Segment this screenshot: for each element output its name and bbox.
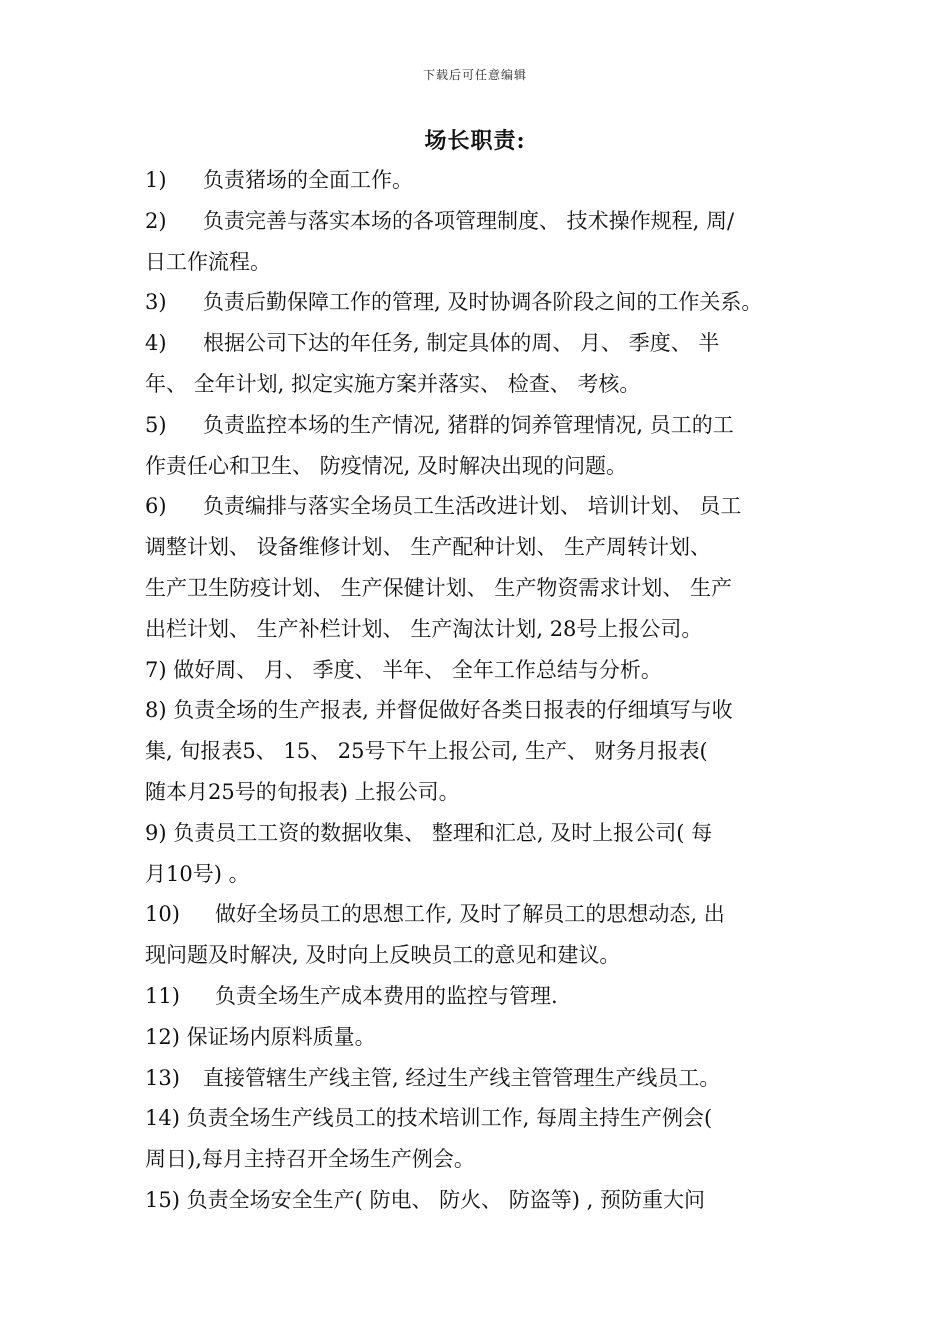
text-line xyxy=(145,1098,810,1139)
line-text: 负责全场生产成本费用的监控与管理. xyxy=(215,983,558,1008)
line-text: 集, 旬报表5、 15、 25号下午上报公司, 生产、 财务月报表( xyxy=(145,739,708,764)
text-line xyxy=(145,935,810,976)
item-number: 6) xyxy=(145,494,167,519)
text-line xyxy=(145,446,810,487)
header-note: 下载后可任意编辑 xyxy=(422,68,527,82)
text-line xyxy=(145,976,810,1017)
text-line xyxy=(145,813,810,854)
line-text: 7) 做好周、 月、 季度、 半年、 全年工作总结与分析。 xyxy=(145,657,662,682)
line-text: 年、 全年计划, 拟定实施方案并落实、 检查、 考核。 xyxy=(145,371,641,396)
text-line xyxy=(145,160,810,201)
text-line xyxy=(145,854,810,895)
line-text: 负责完善与落实本场的各项管理制度、 技术操作规程, 周/ xyxy=(203,208,735,233)
text-line xyxy=(145,242,810,283)
line-text: 月10号) 。 xyxy=(145,861,250,886)
line-text: 根据公司下达的年任务, 制定具体的周、 月、 季度、 半 xyxy=(203,331,720,356)
text-line xyxy=(145,894,810,935)
line-text: 15) 负责全场安全生产( 防电、 防火、 防盗等) , 预防重大问 xyxy=(145,1187,706,1212)
line-text: 直接管辖生产线主管, 经过生产线主管管理生产线员工。 xyxy=(203,1065,721,1090)
line-text: 生产卫生防疫计划、 生产保健计划、 生产物资需求计划、 生产 xyxy=(145,575,733,600)
text-line xyxy=(145,731,810,772)
line-text: 负责监控本场的生产情况, 猪群的饲养管理情况, 员工的工 xyxy=(203,412,734,437)
text-line xyxy=(145,650,810,691)
text-line xyxy=(145,772,810,813)
item-number: 10) xyxy=(145,902,180,927)
text-line xyxy=(145,282,810,323)
text-line xyxy=(145,1180,810,1221)
text-line xyxy=(145,364,810,405)
line-text: 负责后勤保障工作的管理, 及时协调各阶段之间的工作关系。 xyxy=(203,290,763,315)
line-text: 出栏计划、 生产补栏计划、 生产淘汰计划, 28号上报公司。 xyxy=(145,616,703,641)
line-text: 负责猪场的全面工作。 xyxy=(203,168,413,192)
item-number: 2) xyxy=(145,208,167,233)
item-number: 5) xyxy=(145,412,167,437)
text-line xyxy=(145,527,810,568)
line-text: 9) 负责员工工资的数据收集、 整理和汇总, 及时上报公司( 每 xyxy=(145,820,713,845)
text-line xyxy=(145,1017,810,1058)
line-text: 12) 保证场内原料质量。 xyxy=(145,1024,376,1049)
text-line xyxy=(145,1139,810,1180)
document-title: 场长职责: xyxy=(424,128,526,154)
item-number: 1) xyxy=(145,168,167,192)
text-line xyxy=(145,1058,810,1099)
line-text: 14) 负责全场生产线员工的技术培训工作, 每周主持生产例会( xyxy=(145,1106,713,1131)
line-text: 做好全场员工的思想工作, 及时了解员工的思想动态, 出 xyxy=(215,902,725,927)
line-text: 调整计划、 设备维修计划、 生产配种计划、 生产周转计划、 xyxy=(145,535,712,560)
text-line xyxy=(145,609,810,650)
document-body xyxy=(145,160,810,1221)
line-text: 作责任心和卫生、 防疫情况, 及时解决出现的问题。 xyxy=(145,453,628,478)
text-line xyxy=(145,201,810,242)
item-number: 11) xyxy=(145,983,180,1008)
item-number: 13) xyxy=(145,1065,180,1090)
line-text: 现问题及时解决, 及时向上反映员工的意见和建议。 xyxy=(145,943,621,968)
text-line xyxy=(145,568,810,609)
text-line xyxy=(145,690,810,731)
item-number: 3) xyxy=(145,290,167,315)
line-text: 负责编排与落实全场员工生活改进计划、 培训计划、 员工 xyxy=(203,494,742,519)
text-line xyxy=(145,405,810,446)
text-line xyxy=(145,323,810,364)
item-number: 4) xyxy=(145,331,167,356)
line-text: 日工作流程。 xyxy=(145,249,271,274)
line-text: 8) 负责全场的生产报表, 并督促做好各类日报表的仔细填写与收 xyxy=(145,698,733,723)
text-line xyxy=(145,486,810,527)
line-text: 周日),每月主持召开全场生产例会。 xyxy=(145,1147,475,1172)
line-text: 随本月25号的旬报表) 上报公司。 xyxy=(145,779,460,804)
